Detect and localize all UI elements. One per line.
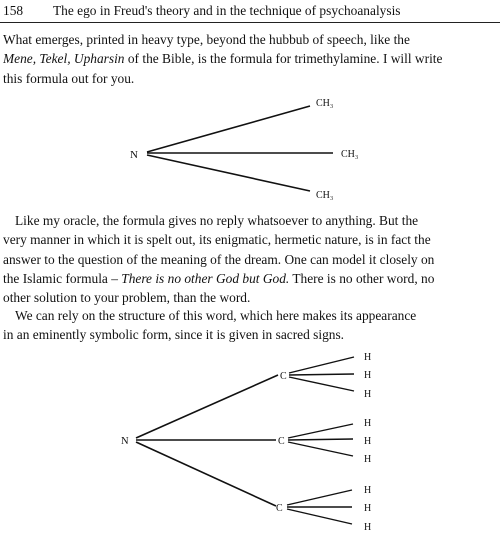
atom-h: H <box>364 522 372 533</box>
bond-c-top-h3 <box>289 377 354 391</box>
paragraph-3-line-2: in an eminently symbolic form, since it is given in sacred signs. <box>3 327 345 343</box>
group-ch3-top: CH₃ <box>316 98 334 109</box>
paragraph-2-line-5: other solution to your problem, than the word. <box>3 290 251 306</box>
bond-c-bottom-h3 <box>287 509 352 524</box>
bond-c-middle-h2 <box>288 439 353 440</box>
bond-c-middle-h3 <box>288 442 353 456</box>
group-ch3-middle: CH₃ <box>341 149 359 160</box>
italic-phrase-islamic-formula: There is no other God but God. <box>121 270 290 286</box>
paragraph-2-line-4-start: the Islamic formula – <box>3 270 122 286</box>
atom-h: H <box>364 436 372 447</box>
running-title: The ego in Freud's theory and in the technique of psychoanalysis <box>53 3 401 18</box>
atom-n: N <box>121 436 129 447</box>
atom-h: H <box>364 418 372 429</box>
page-number: 158 <box>3 3 24 18</box>
bond-n-c-bottom <box>136 442 276 506</box>
bond-c-bottom-h1 <box>287 490 352 505</box>
atom-h: H <box>364 485 372 496</box>
paragraph-1-line-1: What emerges, printed in heavy type, beyond the hubbub of speech, like the <box>3 32 410 47</box>
paragraph-2-line-4-end: There is no other word, no <box>289 270 435 286</box>
atom-n: N <box>130 149 138 161</box>
italic-phrase-mene-tekel: Mene, Tekel, Upharsin <box>3 51 125 67</box>
atom-h: H <box>364 454 372 465</box>
group-ch3-bottom: CH₃ <box>316 190 334 201</box>
atom-h: H <box>364 503 372 514</box>
atom-c-middle: C <box>278 436 285 447</box>
paragraph-1-line-2-rest: of the Bible, is the formula for trimethylamine. I will write <box>124 51 443 67</box>
paragraph-2-line-1: Like my oracle, the formula gives no reply whatsoever to anything. But the <box>15 213 419 228</box>
bond-c-middle-h1 <box>288 424 353 438</box>
paragraph-3-line-1: We can rely on the structure of this word, which here makes its appearance <box>15 308 417 323</box>
paragraph-1-line-3: this formula out for you. <box>3 70 135 86</box>
atom-h: H <box>364 370 372 381</box>
atom-h: H <box>364 352 372 363</box>
paragraph-2-line-3: answer to the question of the meaning of the dream. One can model it closely on <box>3 251 435 267</box>
bond-c-top-h2 <box>289 374 354 375</box>
atom-c-top: C <box>280 371 287 382</box>
atom-c-bottom: C <box>276 503 283 514</box>
bond-c-top-h1 <box>289 357 354 373</box>
paragraph-2-line-2: very manner in which it is spelt out, its enigmatic, hermetic nature, is in fact the <box>3 232 431 248</box>
atom-h: H <box>364 389 372 400</box>
bond-n-c-top <box>136 375 278 438</box>
